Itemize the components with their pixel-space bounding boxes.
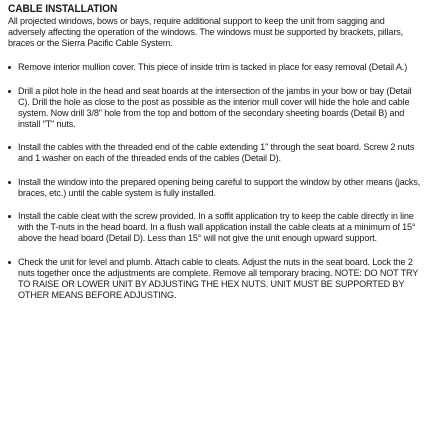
step-text: Check the unit for level and plumb. Attach cable to cleats. Adjust the nuts in the seat board. Lock the 2 nuts together once the adjustments are complete. Remove all temporary bracing. NOTE: DO NOT TRY TO RAISE OR LOWER UNIT BY ADJUSTING THE HEX NUTS. UNIT MUST BE SUPPORTED BY OTHER MEANS BEFORE ADJUSTING. (18, 256, 419, 300)
instruction-step-6 (8, 257, 422, 301)
instruction-step-2 (8, 86, 422, 130)
step-text: Install the cables with the threaded end of the cable extending 1" through the seat board. Screw 2 nuts and 1 washer on each of the threaded ends of the cables (Detail D). (18, 142, 415, 163)
step-text: Install the cable cleat with the screw provided. In a soffit application try to keep the cable directly in line with the T-nuts in the head board. In a flush wall application install the cable cleats at a minimum of 15° above the head board (Detail D). Less than 15° will not give the unit enough upward support. (18, 211, 416, 243)
bullet-icon (8, 261, 11, 264)
instruction-step-3 (8, 142, 422, 164)
instruction-step-5 (8, 211, 422, 244)
bullet-icon (8, 90, 11, 93)
instruction-list (8, 62, 422, 301)
instruction-step-1 (8, 62, 422, 73)
instruction-step-4 (8, 177, 422, 199)
step-text: Remove interior mullion cover. This piece of inside trim is tacked in place for easy removal (Detail A.) (18, 62, 408, 72)
bullet-icon (8, 215, 11, 218)
bullet-icon (8, 66, 11, 69)
section-title: CABLE INSTALLATION (8, 3, 118, 15)
intro-paragraph: All projected windows, bows or bays, require additional support to keep the unit from sagging and adversely affecting the operation of the windows. The windows must be supported by brackets, pillars, braces or the Sierra Pacific Cable System. (8, 16, 403, 48)
step-text: Install the window into the prepared opening being careful to support the window by other means (jacks, braces, etc.) until the cable system is fully installed. (18, 176, 421, 198)
bullet-icon (8, 146, 11, 149)
step-text: Drill a pilot hole in the head and seat boards at the intersection of the jambs in your bow or bay (Detail C). Drill the hole as close to the post as possible as the interior mull cover will hide the hole and cable system. Now drill 3/8" hole from the top and bottom of the secondary sheeting boards (Detail B) and install "T" nuts. (18, 85, 412, 129)
bullet-icon (8, 181, 11, 184)
